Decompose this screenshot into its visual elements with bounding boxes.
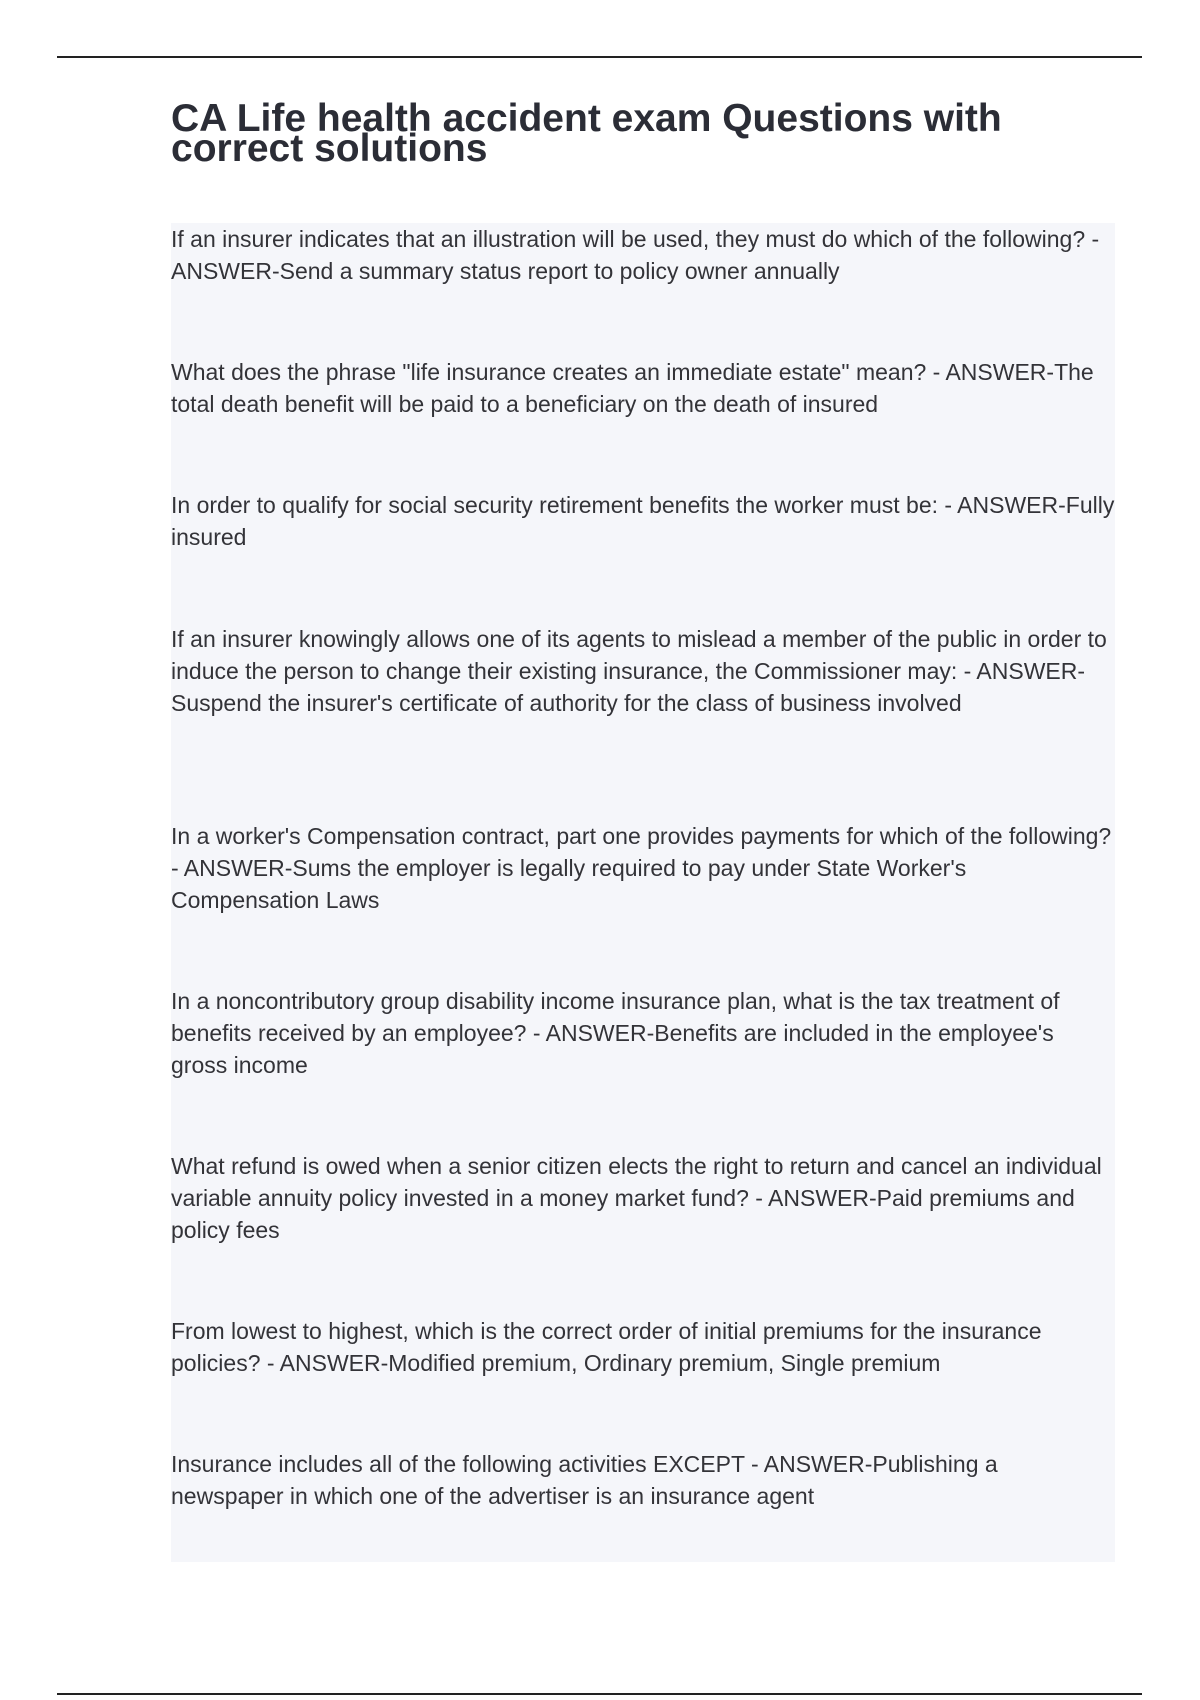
qa-panel bbox=[171, 223, 1115, 1562]
qa-item-9: Insurance includes all of the following activities EXCEPT - ANSWER-Publishing a newspaper in which one of the advertiser is an insurance agent bbox=[171, 1451, 998, 1509]
qa-item-2: What does the phrase "life insurance creates an immediate estate" mean? - ANSWER-The total death benefit will be paid to a beneficiary on the death of insured bbox=[171, 359, 1094, 417]
qa-item-3: In order to qualify for social security retirement benefits the worker must be: - ANSWER-Fully insured bbox=[171, 492, 1115, 550]
bottom-divider bbox=[57, 1693, 1142, 1695]
qa-item-7: What refund is owed when a senior citizen elects the right to return and cancel an individual variable annuity policy invested in a money market fund? - ANSWER-Paid premiums and policy fees bbox=[171, 1153, 1102, 1243]
qa-item-1: If an insurer indicates that an illustration will be used, they must do which of the following? - ANSWER-Send a summary status report to policy owner annually bbox=[171, 226, 1100, 284]
qa-item-5: In a worker's Compensation contract, part one provides payments for which of the following? - ANSWER-Sums the employer is legally required to pay under State Worker's Compensation Laws bbox=[171, 823, 1112, 913]
qa-item-8: From lowest to highest, which is the correct order of initial premiums for the insurance policies? - ANSWER-Modified premium, Ordinary premium, Single premium bbox=[171, 1318, 1042, 1376]
qa-item-4: If an insurer knowingly allows one of its agents to mislead a member of the public in order to induce the person to change their existing insurance, the Commissioner may: - ANSWER-Suspend the insurer's certificate of authority for the class of business involved bbox=[171, 626, 1107, 716]
page-title: CA Life health accident exam Questions with correct solutions bbox=[171, 97, 1002, 170]
top-divider bbox=[57, 56, 1142, 58]
qa-item-6: In a noncontributory group disability income insurance plan, what is the tax treatment of benefits received by an employee? - ANSWER-Benefits are included in the employee's gross income bbox=[171, 988, 1060, 1078]
